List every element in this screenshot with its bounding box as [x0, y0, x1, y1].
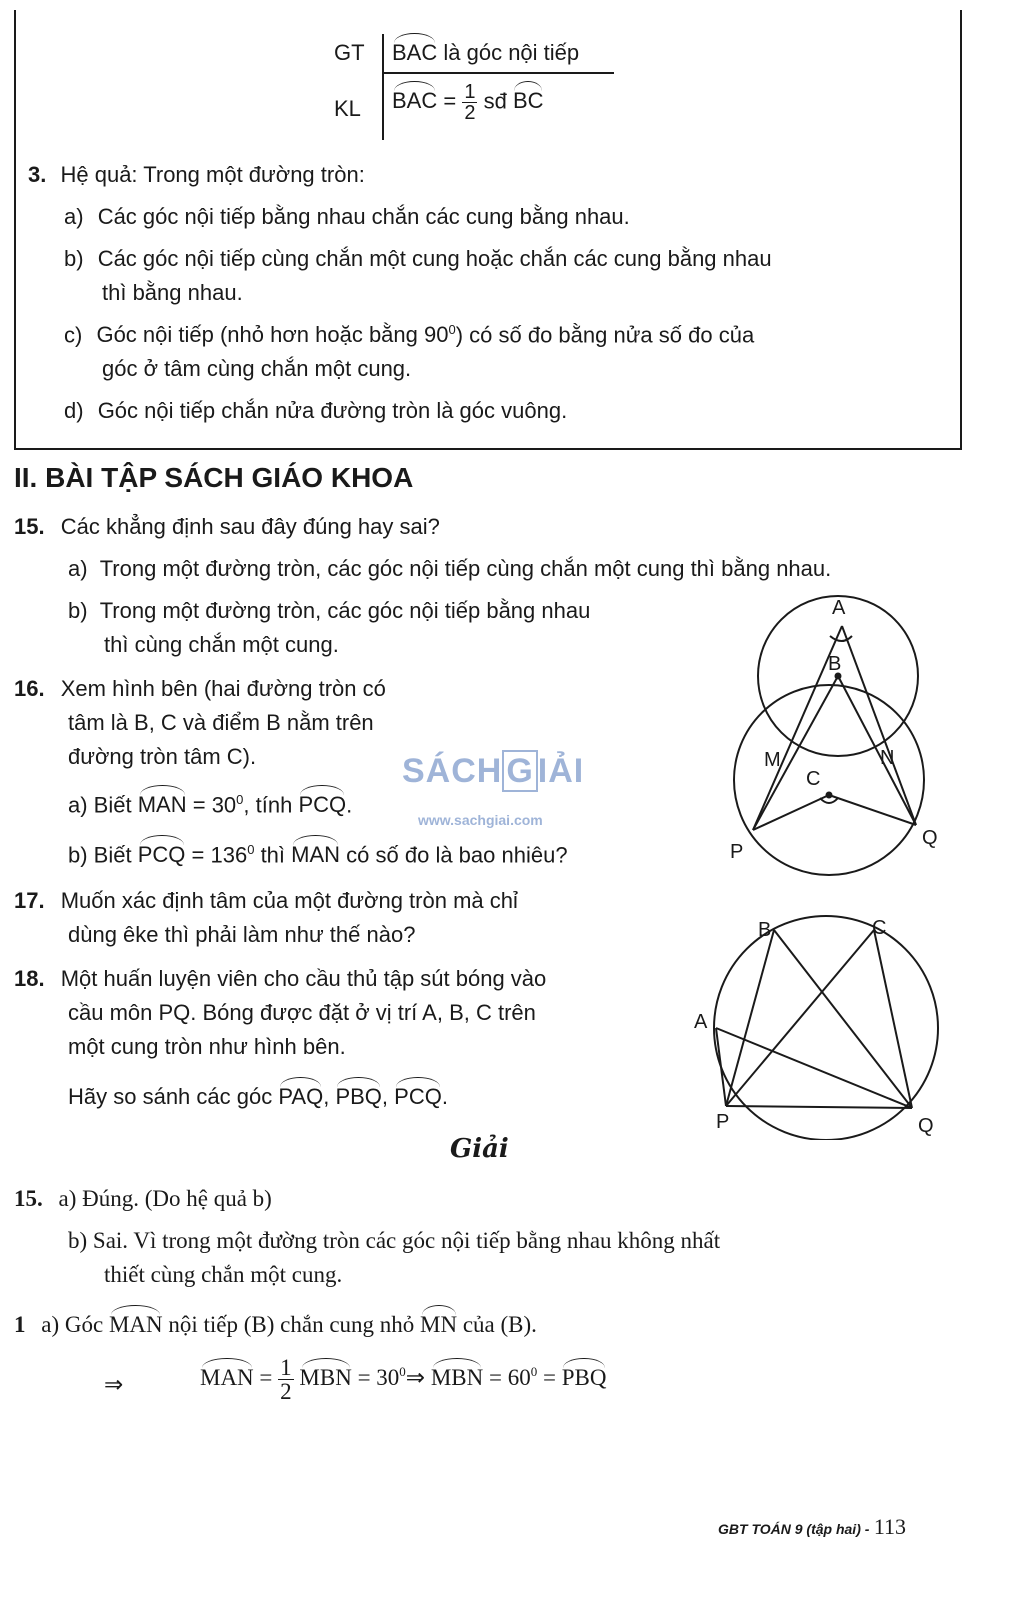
label-q: Q — [922, 827, 938, 849]
gt-label: GT — [334, 40, 365, 65]
theorem-box — [14, 10, 962, 450]
label-c: C — [872, 917, 887, 939]
corollary-heading: 3. Hệ quả: Trong một đường tròn: — [28, 162, 365, 187]
figure-goal-arc — [686, 910, 962, 1140]
corollary-item-c: c) Góc nội tiếp (nhỏ hơn hoặc bằng $90^0$) có số đo bằng nửa số đo của — [64, 322, 755, 348]
exercise-16-a: a) Biết MAN = $30^0$, tính PCQ. — [68, 792, 353, 818]
gt-content — [392, 40, 579, 66]
angle-mark-a — [830, 636, 852, 641]
watermark-logo: SÁCH G IẢI — [402, 752, 585, 790]
line-cq — [874, 930, 912, 1108]
label-p: P — [730, 841, 744, 863]
circle-center-c — [734, 685, 924, 875]
exercise-15-b: b) Trong một đường tròn, các góc nội tiếp bằng nhau — [68, 598, 591, 623]
exercise-15: 15. Các khẳng định sau đây đúng hay sai? — [14, 514, 440, 539]
solution-16-arrow: ⇒ — [104, 1372, 124, 1397]
kl-eq: = — [443, 88, 457, 114]
label-a: A — [832, 597, 846, 619]
gt-text: là góc nội tiếp — [443, 40, 580, 65]
line-bp — [726, 930, 774, 1106]
exercise-18-l2: cầu môn PQ. Bóng được đặt ở vị trí A, B, C trên — [68, 1000, 536, 1025]
label-q: Q — [918, 1115, 934, 1137]
line-ap — [716, 1028, 726, 1106]
kl-content — [392, 82, 544, 123]
gt-kl-divider — [382, 34, 384, 140]
exercise-17-l2: dùng êke thì phải làm như thế nào? — [68, 922, 416, 947]
solution-15-b-cont: thiết cùng chắn một cung. — [104, 1262, 343, 1287]
exercise-16-l3: đường tròn tâm C). — [68, 744, 257, 769]
label-p: P — [716, 1111, 730, 1133]
exercise-18-l3: một cung tròn như hình bên. — [68, 1034, 346, 1059]
exercise-16: 16. Xem hình bên (hai đường tròn có — [14, 676, 386, 701]
corollary-item-d: d) Góc nội tiếp chắn nửa đường tròn là góc vuông. — [64, 398, 568, 423]
line-cp — [726, 930, 874, 1106]
gt-underline — [384, 72, 614, 74]
footer-book: GBT TOÁN 9 (tập hai) - — [718, 1521, 870, 1537]
exercise-18-l4: Hãy so sánh các góc PAQ, PBQ, PCQ. — [68, 1084, 448, 1109]
watermark-url: www.sachgiai.com — [418, 812, 543, 828]
solution-title: Giải — [450, 1134, 509, 1164]
label-n: N — [880, 747, 895, 769]
label-a: A — [694, 1011, 708, 1033]
corollary-item-c-cont: góc ở tâm cùng chắn một cung. — [102, 356, 412, 381]
solution-16-equation: MAN = $\frac{1}{2}$ MBN = $30^0\Rightarrow$ MBN = $60^0$ = PBQ — [200, 1355, 607, 1404]
corollary-item-a: a) Các góc nội tiếp bằng nhau chắn các cung bằng nhau. — [64, 204, 630, 229]
solution-16-fraction: $\frac{1}{2}$ — [280, 1355, 292, 1404]
point-c — [826, 792, 833, 799]
kl-arc: BC — [512, 88, 544, 114]
label-b: B — [758, 919, 772, 941]
line-bq — [774, 930, 912, 1108]
label-b: B — [828, 653, 842, 675]
corollary-item-b: b) Các góc nội tiếp cùng chắn một cung hoặc chắn các cung bằng nhau — [64, 246, 772, 271]
exercise-16-b: b) Biết PCQ = $136^0$ thì MAN có số đo là bao nhiêu? — [68, 842, 568, 868]
kl-label: KL — [334, 96, 361, 121]
line-aq — [842, 626, 916, 825]
figure-two-circles — [700, 590, 962, 900]
line-aq — [716, 1028, 912, 1108]
exercise-18: 18. Một huấn luyện viên cho cầu thủ tập sút bóng vào — [14, 966, 547, 991]
gt-angle: BAC — [392, 40, 438, 65]
kl-sd: sđ — [483, 88, 507, 114]
exercise-15-b-cont: thì cùng chắn một cung. — [104, 632, 339, 657]
exercise-15-a: a) Trong một đường tròn, các góc nội tiếp cùng chắn một cung thì bằng nhau. — [68, 556, 832, 581]
solution-15: 15. a) Đúng. (Do hệ quả b) — [14, 1186, 272, 1211]
exercise-17: 17. Muốn xác định tâm của một đường tròn mà chỉ — [14, 888, 518, 913]
label-m: M — [764, 749, 781, 771]
footer-page-number: 113 — [873, 1514, 907, 1539]
line-pq — [726, 1106, 912, 1108]
section-heading: II. BÀI TẬP SÁCH GIÁO KHOA — [14, 462, 414, 493]
solution-15-b: b) Sai. Vì trong một đường tròn các góc nội tiếp bằng nhau không nhất — [68, 1228, 721, 1253]
corollary-item-b-cont: thì bằng nhau. — [102, 280, 243, 305]
page-footer — [718, 1514, 906, 1540]
label-c: C — [806, 768, 821, 790]
solution-16: 1 a) Góc MAN nội tiếp (B) chắn cung nhỏ MN của (B). — [14, 1312, 537, 1337]
exercise-16-l2: tâm là B, C và điểm B nằm trên — [68, 710, 374, 735]
kl-angle: BAC — [392, 88, 438, 114]
kl-fraction: $\frac{1}{2}$ — [464, 81, 476, 124]
line-cp — [753, 795, 829, 830]
